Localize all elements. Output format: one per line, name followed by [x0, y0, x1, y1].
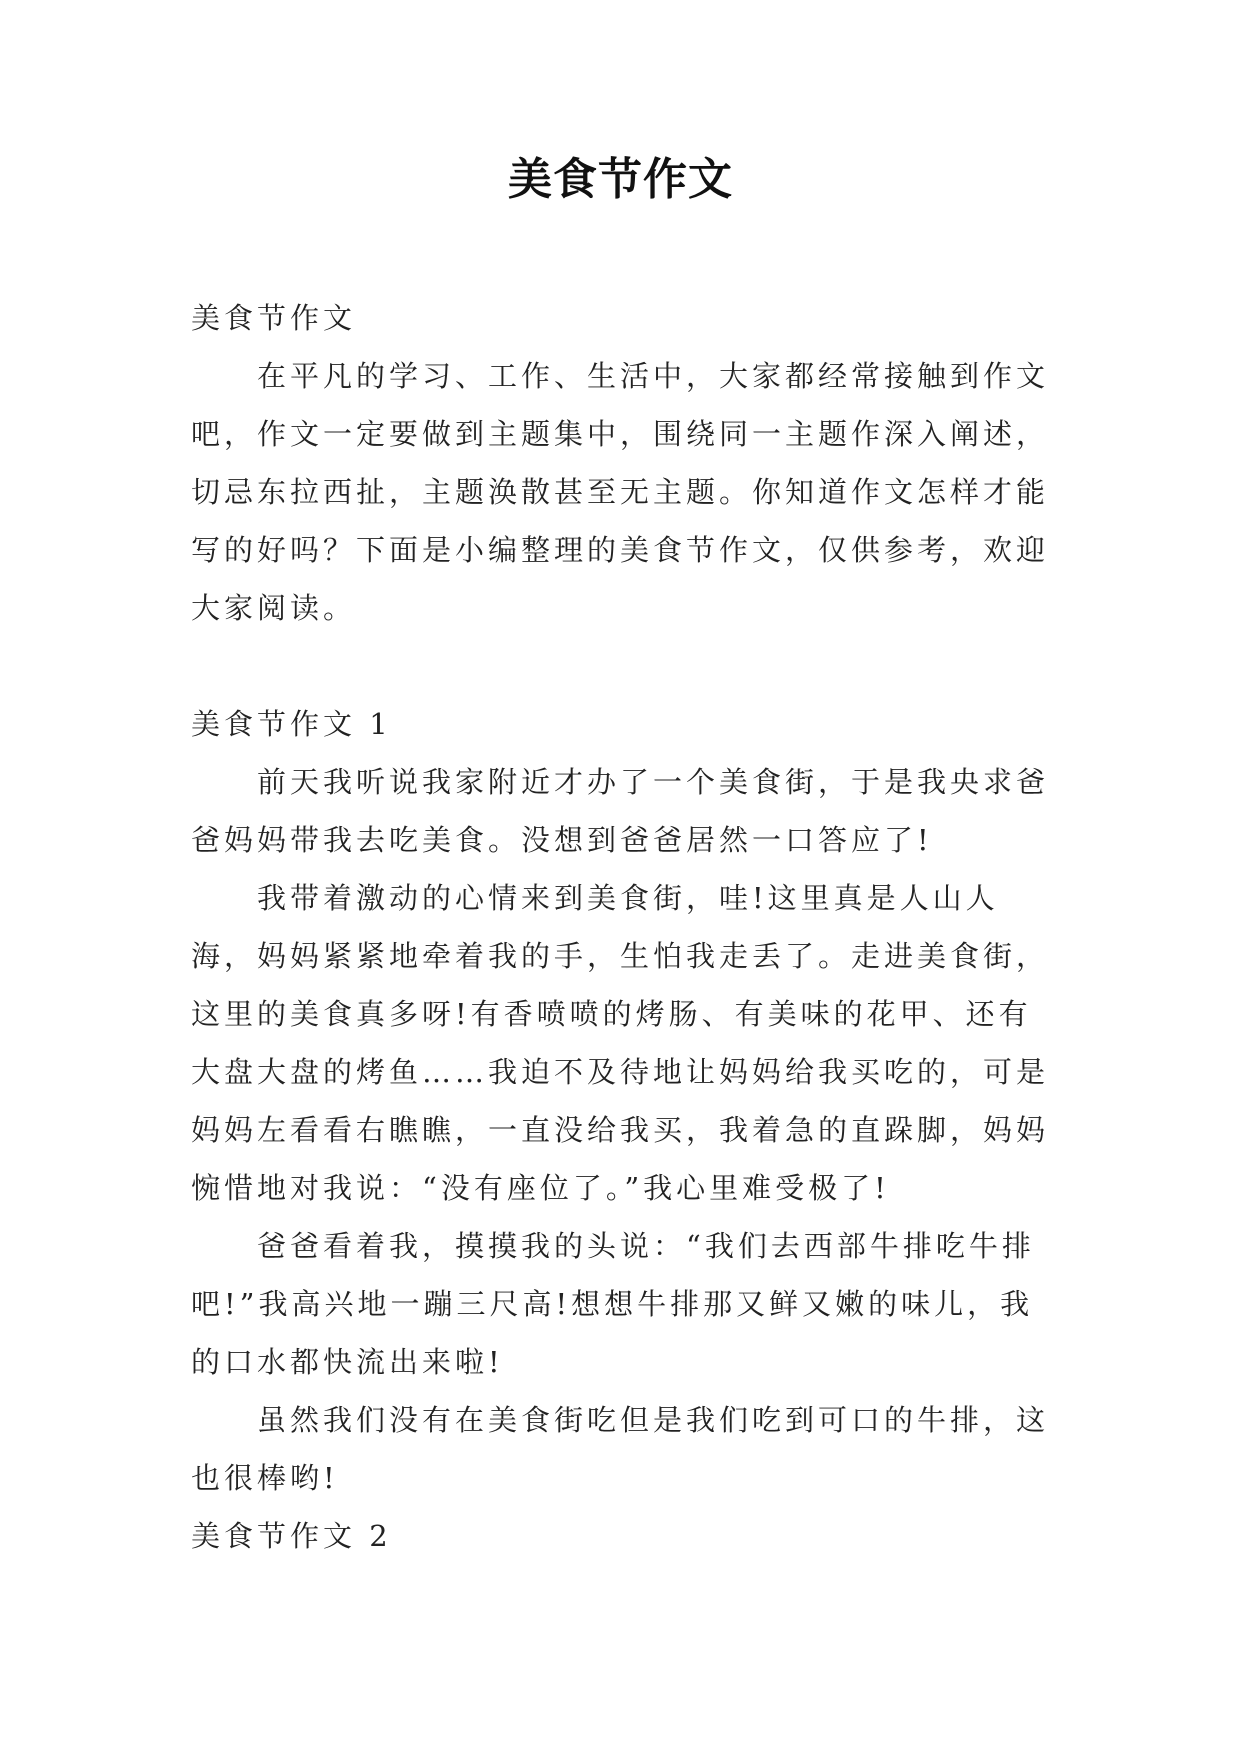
document-title: 美食节作文: [508, 154, 733, 205]
section-1-heading: 美食节作文 1: [191, 707, 392, 741]
intro-heading: 美食节作文: [191, 301, 357, 335]
document-body: [191, 289, 1061, 1565]
section-1-paragraph-4: 虽然我们没有在美食街吃但是我们吃到可口的牛排，这也很棒哟!: [191, 1403, 1050, 1495]
section-1-paragraph-1: 前天我听说我家附近才办了一个美食街，于是我央求爸爸妈妈带我去吃美食。没想到爸爸居然一口答应了!: [191, 765, 1050, 857]
section-1-paragraph-3: 爸爸看着我，摸摸我的头说：“我们去西部牛排吃牛排吧!”我高兴地一蹦三尺高!想想牛排那又鲜又嫩的味儿，我的口水都快流出来啦!: [191, 1229, 1035, 1379]
intro-paragraph: 在平凡的学习、工作、生活中，大家都经常接触到作文吧，作文一定要做到主题集中，围绕同一主题作深入阐述，切忌东拉西扯，主题涣散甚至无主题。你知道作文怎样才能写的好吗？下面是小编整理的美食节作文，仅供参考，欢迎大家阅读。: [191, 359, 1050, 625]
section-spacer: [191, 637, 1061, 695]
section-2-heading: 美食节作文 2: [191, 1519, 392, 1553]
section-1-paragraph-2: 我带着激动的心情来到美食街，哇!这里真是人山人海，妈妈紧紧地牵着我的手，生怕我走丢了。走进美食街，这里的美食真多呀!有香喷喷的烤肠、有美味的花甲、还有大盘大盘的烤鱼……我迫不及待地让妈妈给我买吃的，可是妈妈左看看右瞧瞧，一直没给我买，我着急的直跺脚，妈妈惋惜地对我说：“没有座位了。”我心里难受极了!: [191, 881, 1050, 1205]
